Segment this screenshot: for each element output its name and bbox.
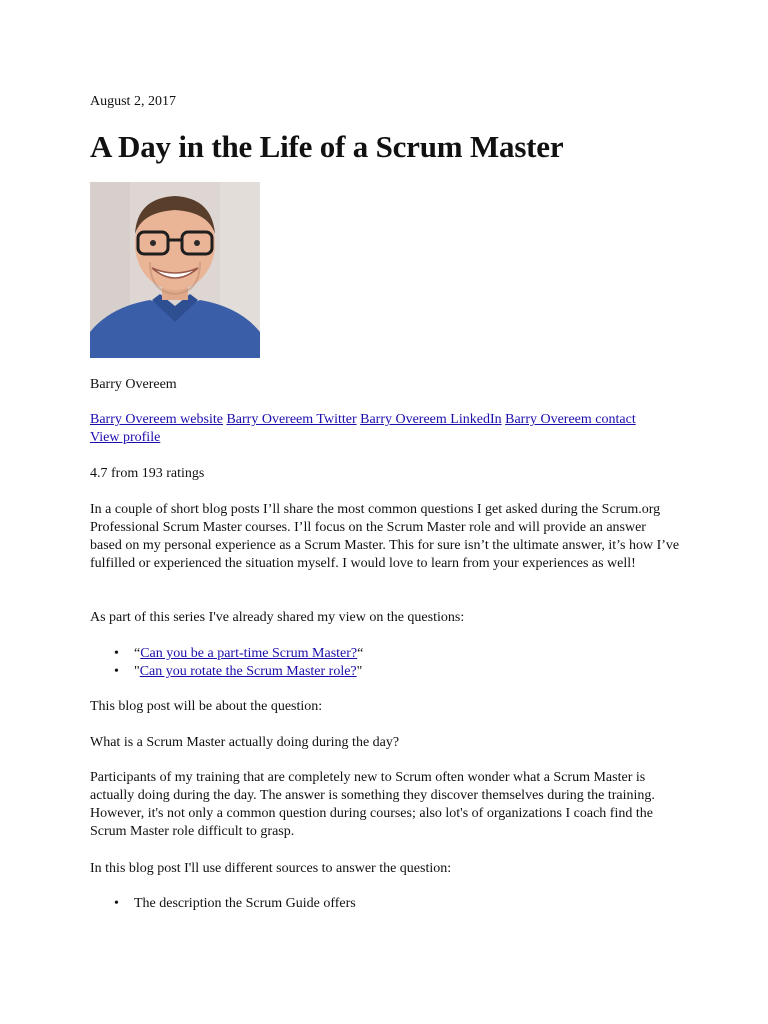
author-website-link[interactable]: Barry Overeem website — [90, 412, 223, 427]
bullet-icon: • — [114, 896, 119, 911]
part-time-scrum-master-link[interactable]: Can you be a part-time Scrum Master? — [140, 646, 358, 661]
author-links — [90, 411, 650, 447]
view-profile-link[interactable]: View profile — [90, 430, 161, 445]
sources-intro: In this blog post I'll use different sources to answer the question: — [90, 861, 452, 876]
author-name: Barry Overeem — [90, 377, 177, 392]
intro-paragraph: In a couple of short blog posts I’ll share the most common questions I get asked during the Scrum.org Professional Scrum Master courses. I’ll focus on the Scrum Master role and will provide an answer based on my personal experience as a Scrum Master. This for sure isn’t the ultimate answer, it’s how I’ve fulfilled or experienced the situation myself. I would love to learn from your experiences as well! — [90, 502, 680, 571]
body-paragraph: Participants of my training that are completely new to Scrum often wonder what a Scrum Master is actually doing during the day. The answer is something they discover themselves during the training. However, it's not only a common question during courses; also lot's of organizations I coach find the Scrum Master role difficult to grasp. — [90, 770, 655, 839]
rating-text: 4.7 from 193 ratings — [90, 466, 205, 481]
list-item: • “Can you be a part-time Scrum Master?“ — [114, 646, 364, 661]
author-contact-link[interactable]: Barry Overeem contact — [505, 412, 636, 427]
post-date: August 2, 2017 — [90, 94, 176, 109]
series-intro: As part of this series I've already shared my view on the questions: — [90, 610, 465, 625]
rotate-scrum-master-link[interactable]: Can you rotate the Scrum Master role? — [139, 664, 357, 679]
author-linkedin-link[interactable]: Barry Overeem LinkedIn — [360, 412, 502, 427]
author-photo — [90, 182, 260, 358]
bullet-icon: • — [114, 664, 119, 679]
series-list — [90, 645, 363, 681]
question-text: What is a Scrum Master actually doing during the day? — [90, 735, 400, 750]
list-item: • "Can you rotate the Scrum Master role?" — [114, 664, 363, 679]
author-twitter-link[interactable]: Barry Overeem Twitter — [226, 412, 357, 427]
list-item: • The description the Scrum Guide offers — [114, 896, 356, 911]
post-title: A Day in the Life of a Scrum Master — [90, 129, 564, 164]
question-intro: This blog post will be about the question: — [90, 699, 323, 714]
bullet-icon: • — [114, 646, 119, 661]
sources-list — [90, 895, 356, 913]
